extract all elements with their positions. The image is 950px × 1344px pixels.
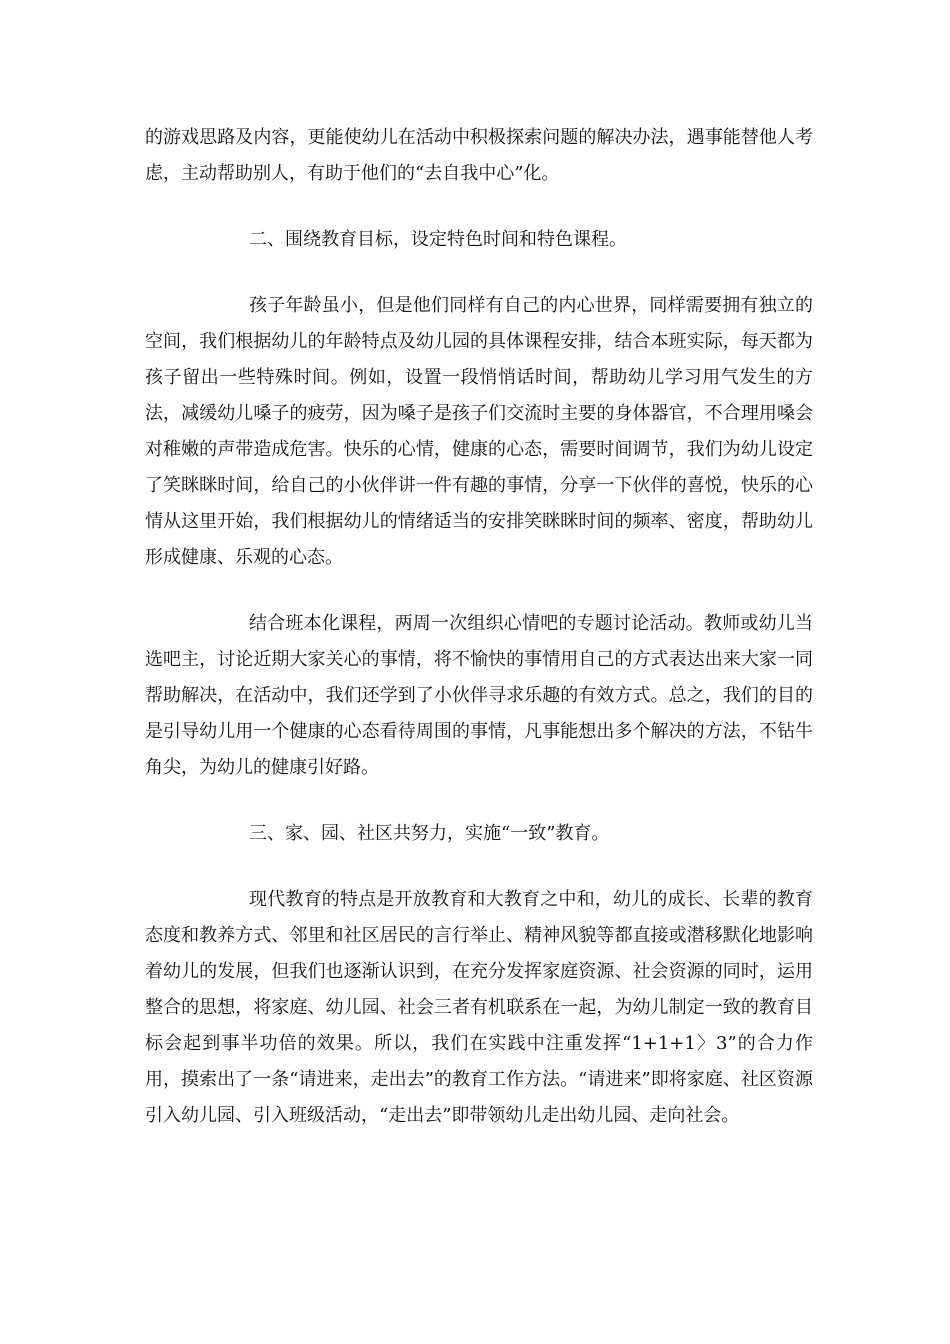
- document-body: [145, 120, 813, 1164]
- section-heading-2: 二、围绕教育目标，设定特色时间和特色课程。: [249, 229, 627, 250]
- section-heading-3: 三、家、园、社区共努力，实施“一致”教育。: [249, 823, 610, 844]
- paragraph-special-time: 孩子年龄虽小，但是他们同样有自己的内心世界，同样需要拥有独立的空间，我们根据幼儿的年龄特点及幼儿园的具体课程安排，结合本班实际，每天都为孩子留出一些特殊时间。例如，设置一段悄悄话时间，帮助幼儿学习用气发生的方法，减缓幼儿嗓子的疲劳，因为嗓子是孩子们交流时主要的身体器官，不合理用嗓会对稚嫩的声带造成危害。快乐的心情，健康的心态，需要时间调节，我们为幼儿设定了笑眯眯时间，给自己的小伙伴讲一件有趣的事情，分享一下伙伴的喜悦，快乐的心情从这里开始，我们根据幼儿的情绪适当的安排笑眯眯时间的频率、密度，帮助幼儿形成健康、乐观的心态。: [145, 295, 813, 568]
- paragraph-unified-education: 现代教育的特点是开放教育和大教育之中和，幼儿的成长、长辈的教育态度和教养方式、邻里和社区居民的言行举止、精神风貌等都直接或潜移默化地影响着幼儿的发展，但我们也逐渐认识到，在充分发挥家庭资源、社会资源的同时，运用整合的思想，将家庭、幼儿园、社会三者有机联系在一起，为幼儿制定一致的教育目标会起到事半功倍的效果。所以，我们在实践中注重发挥“1+1+1〉3”的合力作用，摸索出了一条“请进来，走出去”的教育工作方法。“请进来”即将家庭、社区资源引入幼儿园、引入班级活动，“走出去”即带领幼儿走出幼儿园、走向社会。: [145, 889, 813, 1126]
- paragraph-mood-bar: 结合班本化课程，两周一次组织心情吧的专题讨论活动。教师或幼儿当选吧主，讨论近期大家关心的事情，将不愉快的事情用自己的方式表达出来大家一同帮助解决，在活动中，我们还学到了小伙伴寻求乐趣的有效方式。总之，我们的目的是引导幼儿用一个健康的心态看待周围的事情，凡事能想出多个解决的方法，不钻牛角尖，为幼儿的健康引好路。: [145, 613, 813, 778]
- paragraph-continuation: 的游戏思路及内容，更能使幼儿在活动中积极探索问题的解决办法，遇事能替他人考虑，主动帮助别人，有助于他们的“去自我中心”化。: [145, 127, 813, 184]
